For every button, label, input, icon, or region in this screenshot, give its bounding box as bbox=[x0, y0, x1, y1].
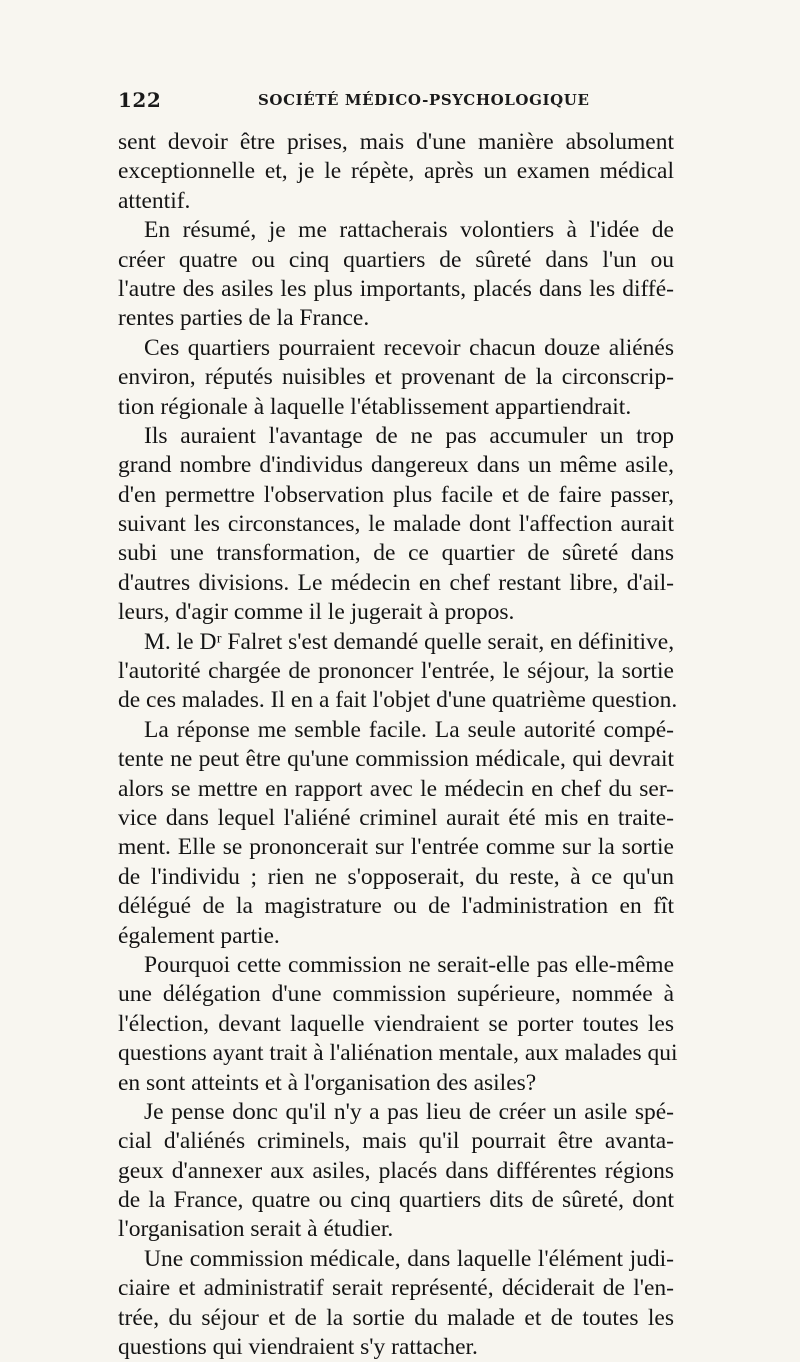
text-line: ciaire et administratif serait représenté, déciderait de l'en- bbox=[118, 1275, 674, 1302]
body-text bbox=[118, 128, 678, 1362]
text-line: trée, du séjour et de la sortie du malade et de toutes les bbox=[118, 1304, 674, 1331]
text-line: attentif. bbox=[118, 187, 191, 214]
text-line: La réponse me semble facile. La seule autorité compé- bbox=[144, 716, 674, 743]
page-number: 122 bbox=[118, 88, 162, 112]
text-line: Ils auraient l'avantage de ne pas accumuler un trop bbox=[144, 422, 674, 449]
text-line: l'autre des asiles les plus importants, placés dans les diffé- bbox=[118, 275, 674, 302]
running-head: SOCIÉTÉ MÉDICO-PSYCHOLOGIQUE bbox=[258, 91, 590, 109]
text-line: environ, réputés nuisibles et provenant de la circonscrip- bbox=[118, 364, 674, 391]
text-line: créer quatre ou cinq quartiers de sûreté dans l'un ou bbox=[118, 246, 674, 273]
text-line: délégué de la magistrature ou de l'administration en fît bbox=[118, 893, 674, 920]
text-line: Ces quartiers pourraient recevoir chacun douze aliénés bbox=[144, 334, 674, 361]
text-line: geux d'annexer aux asiles, placés dans différentes régions bbox=[118, 1157, 674, 1184]
text-line: Une commission médicale, dans laquelle l'élément judi- bbox=[144, 1245, 674, 1272]
text-line: exceptionnelle et, je le répète, après un examen médical bbox=[118, 158, 674, 185]
text-line: l'autorité chargée de prononcer l'entrée, le séjour, la sortie bbox=[118, 658, 674, 685]
page-header bbox=[118, 88, 678, 118]
text-line: questions ayant trait à l'aliénation mentale, aux malades qui bbox=[118, 1040, 678, 1067]
text-line: tion régionale à laquelle l'établissement appartiendrait. bbox=[118, 393, 632, 420]
text-line: de l'individu ; rien ne s'opposerait, du reste, à ce qu'un bbox=[118, 863, 674, 890]
text-line: suivant les circonstances, le malade dont l'affection aurait bbox=[118, 511, 674, 538]
text-line: M. le Dʳ Falret s'est demandé quelle serait, en définitive, bbox=[144, 628, 675, 655]
text-line: leurs, d'agir comme il le jugerait à propos. bbox=[118, 599, 515, 626]
text-line: subi une transformation, de ce quartier de sûreté dans bbox=[118, 540, 674, 567]
text-line: en sont atteints et à l'organisation des asiles? bbox=[118, 1069, 537, 1096]
text-line: rentes parties de la France. bbox=[118, 305, 370, 332]
text-line: l'organisation serait à étudier. bbox=[118, 1216, 394, 1243]
text-line: également partie. bbox=[118, 922, 280, 949]
text-line: cial d'aliénés criminels, mais qu'il pourrait être avanta- bbox=[118, 1128, 674, 1155]
text-line: d'autres divisions. Le médecin en chef restant libre, d'ail- bbox=[118, 569, 674, 596]
text-line: En résumé, je me rattacherais volontiers à l'idée de bbox=[144, 217, 674, 244]
text-line: Je pense donc qu'il n'y a pas lieu de créer un asile spé- bbox=[144, 1098, 674, 1125]
text-line: sent devoir être prises, mais d'une manière absolument bbox=[118, 129, 674, 155]
text-line: questions qui viendraient s'y rattacher. bbox=[118, 1334, 478, 1361]
text-line: de ces malades. Il en a fait l'objet d'une quatrième question. bbox=[118, 687, 678, 714]
text-line: l'élection, devant laquelle viendraient se porter toutes les bbox=[118, 1010, 674, 1037]
text-line: de la France, quatre ou cinq quartiers dits de sûreté, dont bbox=[118, 1187, 674, 1214]
text-line: grand nombre d'individus dangereux dans un même asile, bbox=[118, 452, 674, 479]
text-line: tente ne peut être qu'une commission médicale, qui devrait bbox=[118, 746, 674, 773]
text-line: ment. Elle se prononcerait sur l'entrée comme sur la sortie bbox=[118, 834, 674, 861]
text-line: une délégation d'une commission supérieure, nommée à bbox=[118, 981, 674, 1008]
text-line: alors se mettre en rapport avec le médecin en chef du ser- bbox=[118, 775, 674, 802]
text-line: vice dans lequel l'aliéné criminel aurait été mis en traite- bbox=[118, 804, 674, 831]
text-line: Pourquoi cette commission ne serait-elle pas elle-même bbox=[144, 951, 674, 978]
text-line: d'en permettre l'observation plus facile et de faire passer, bbox=[118, 481, 674, 508]
